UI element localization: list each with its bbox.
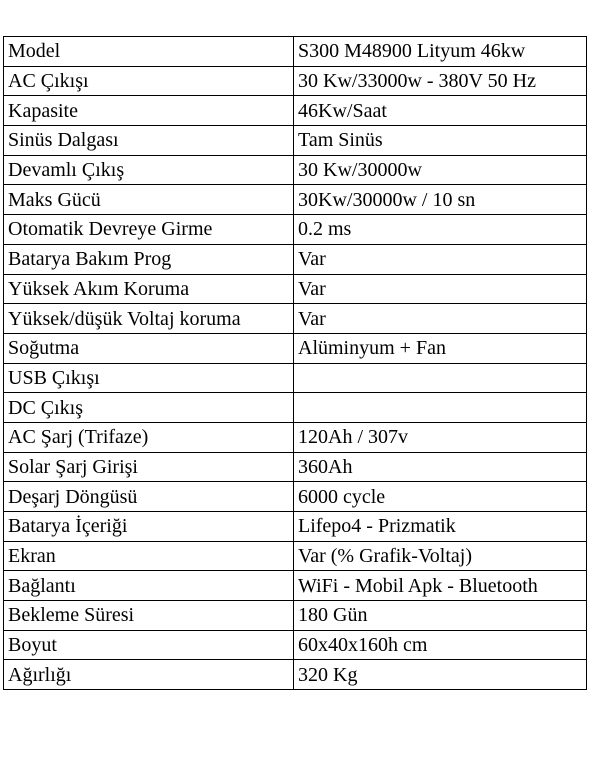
spec-label: Boyut [4,630,294,660]
table-row [4,126,587,156]
table-row [4,482,587,512]
spec-value [294,363,587,393]
spec-value: 360Ah [294,452,587,482]
spec-label: AC Şarj (Trifaze) [4,422,294,452]
spec-value: Lifepo4 - Prizmatik [294,512,587,542]
spec-table [3,36,587,690]
table-row [4,660,587,690]
spec-value: 30 Kw/30000w [294,155,587,185]
spec-value: Var (% Grafik-Voltaj) [294,541,587,571]
spec-label: Soğutma [4,333,294,363]
spec-label: Ağırlığı [4,660,294,690]
table-row [4,244,587,274]
spec-value: Alüminyum + Fan [294,333,587,363]
table-row [4,571,587,601]
spec-value: Var [294,274,587,304]
table-row [4,630,587,660]
spec-value: WiFi - Mobil Apk - Bluetooth [294,571,587,601]
table-row [4,155,587,185]
table-row [4,304,587,334]
spec-label: Solar Şarj Girişi [4,452,294,482]
table-row [4,512,587,542]
spec-value: 60x40x160h cm [294,630,587,660]
table-row [4,96,587,126]
spec-value: Var [294,304,587,334]
spec-value: 30 Kw/33000w - 380V 50 Hz [294,66,587,96]
table-row [4,363,587,393]
spec-value: 30Kw/30000w / 10 sn [294,185,587,215]
spec-label: Bekleme Süresi [4,601,294,631]
spec-label: Devamlı Çıkış [4,155,294,185]
table-row [4,274,587,304]
table-row [4,541,587,571]
spec-label: Bağlantı [4,571,294,601]
spec-value: 6000 cycle [294,482,587,512]
spec-value: 46Kw/Saat [294,96,587,126]
spec-value: 0.2 ms [294,215,587,245]
spec-label: Yüksek/düşük Voltaj koruma [4,304,294,334]
table-row [4,452,587,482]
table-row [4,66,587,96]
spec-label: DC Çıkış [4,393,294,423]
spec-label: Model [4,37,294,67]
spec-label: Otomatik Devreye Girme [4,215,294,245]
spec-label: Deşarj Döngüsü [4,482,294,512]
spec-label: Batarya Bakım Prog [4,244,294,274]
spec-label: USB Çıkışı [4,363,294,393]
spec-label: Sinüs Dalgası [4,126,294,156]
spec-value: 320 Kg [294,660,587,690]
spec-value: Tam Sinüs [294,126,587,156]
spec-value: Var [294,244,587,274]
table-row [4,215,587,245]
spec-label: AC Çıkışı [4,66,294,96]
spec-label: Kapasite [4,96,294,126]
spec-value: 120Ah / 307v [294,422,587,452]
table-row [4,37,587,67]
table-row [4,333,587,363]
spec-value: S300 M48900 Lityum 46kw [294,37,587,67]
table-row [4,422,587,452]
spec-value [294,393,587,423]
spec-label: Maks Gücü [4,185,294,215]
spec-label: Ekran [4,541,294,571]
spec-label: Yüksek Akım Koruma [4,274,294,304]
table-row [4,185,587,215]
table-row [4,393,587,423]
spec-value: 180 Gün [294,601,587,631]
spec-label: Batarya İçeriği [4,512,294,542]
table-row [4,601,587,631]
